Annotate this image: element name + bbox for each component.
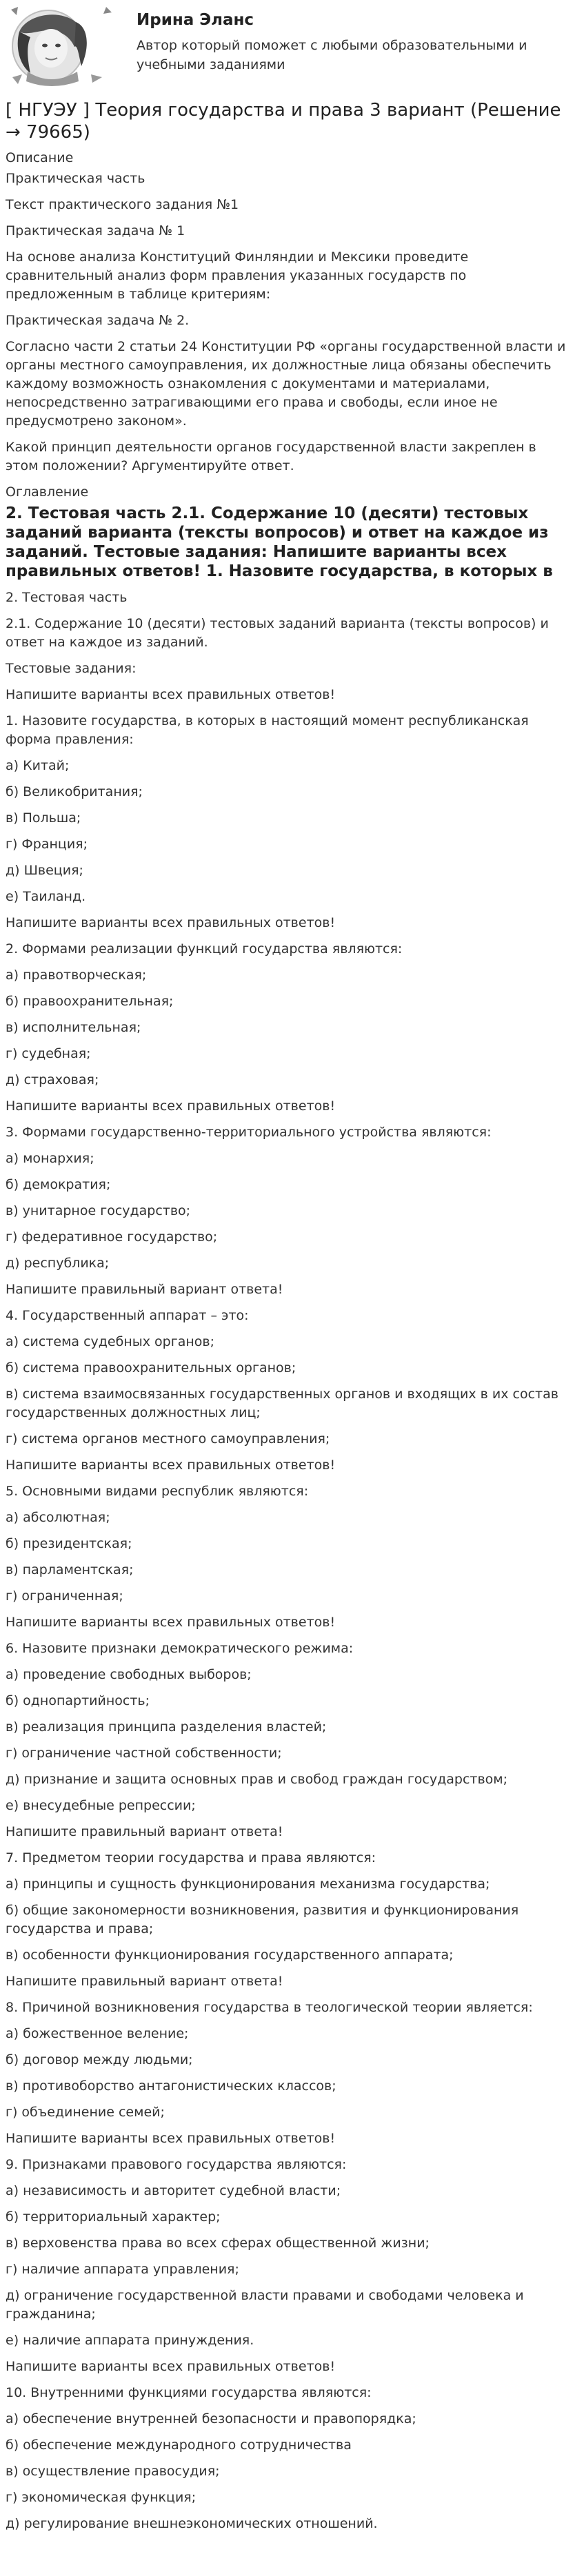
toc-paragraph: 4. Государственный аппарат – это:: [6, 1308, 249, 1323]
toc-paragraph: 2. Формами реализации функций государства являются:: [6, 941, 403, 957]
toc-paragraph: Напишите варианты всех правильных ответов!: [6, 1615, 336, 1630]
toc-paragraph: д) Швеция;: [6, 863, 83, 878]
toc-paragraph: а) принципы и сущность функционирования механизма государства;: [6, 1877, 490, 1892]
toc-paragraph: 10. Внутренними функциями государства являются:: [6, 2385, 372, 2400]
toc-paragraph: Напишите правильный вариант ответа!: [6, 1824, 283, 1839]
toc-paragraph: Напишите варианты всех правильных ответов!: [6, 1098, 336, 1114]
toc-paragraph: а) Китай;: [6, 758, 70, 773]
description-paragraph: На основе анализа Конституций Финляндии и Мексики проведите сравнительный анализ форм правления указанных государств по предложенным в таблице критериям:: [6, 249, 469, 302]
description-paragraph: Практическая задача № 1: [6, 223, 185, 238]
toc-paragraph: а) правотворческая;: [6, 968, 147, 983]
toc-paragraph: б) президентская;: [6, 1536, 132, 1551]
toc-paragraph: а) система судебных органов;: [6, 1334, 215, 1349]
toc-paragraph: д) признание и защита основных прав и свобод граждан государством;: [6, 1772, 508, 1787]
toc-paragraph: Тестовые задания:: [6, 661, 137, 676]
toc-paragraph: г) федеративное государство;: [6, 1229, 218, 1245]
toc-paragraph: 8. Причиной возникновения государства в теологической теории является:: [6, 2000, 533, 2015]
toc-paragraph: а) абсолютная;: [6, 1510, 110, 1525]
toc-paragraph: Напишите правильный вариант ответа!: [6, 1282, 283, 1297]
toc-paragraph: в) противоборство антагонистических классов;: [6, 2078, 336, 2094]
toc-label: Оглавление: [6, 484, 89, 500]
toc-paragraph: е) наличие аппарата принуждения.: [6, 2333, 254, 2348]
description-paragraph: Согласно части 2 статьи 24 Конституции РФ «органы государственной власти и органы местного самоуправления, их должностные лица обязаны обеспечить каждому возможность ознакомления с документами и материалами, непосредственно затрагивающими его права и свободы, если иное не предусмотрено законом».: [6, 339, 566, 429]
toc-paragraph: 3. Формами государственно-территориального устройства являются:: [6, 1125, 492, 1140]
toc-paragraph: г) ограниченная;: [6, 1588, 123, 1604]
description-paragraph: Практическая задача № 2.: [6, 313, 190, 328]
toc-paragraph: в) Польша;: [6, 810, 81, 826]
toc-paragraph: а) обеспечение внутренней безопасности и правопорядка;: [6, 2411, 416, 2426]
toc-paragraph: а) монархия;: [6, 1151, 94, 1166]
description-paragraph: Какой принцип деятельности органов государственной власти закреплен в этом положении? Аргументируйте ответ.: [6, 440, 536, 473]
toc-paragraph: а) независимость и авторитет судебной власти;: [6, 2183, 341, 2198]
toc-paragraph: Напишите варианты всех правильных ответов!: [6, 915, 336, 930]
toc-paragraph: б) система правоохранительных органов;: [6, 1360, 296, 1376]
toc-paragraph: 7. Предметом теории государства и права являются:: [6, 1850, 376, 1865]
toc-heading: 2. Тестовая часть 2.1. Содержание 10 (десяти) тестовых заданий варианта (тексты вопросов) и ответ на каждое из заданий. Тестовые задания: Напишите варианты всех правильных ответов! 1. Назовите государства, в которых в: [6, 504, 553, 580]
toc-paragraph: д) республика;: [6, 1256, 110, 1271]
author-photo-icon[interactable]: [10, 6, 113, 87]
toc-paragraph: 2. Тестовая часть: [6, 590, 128, 605]
toc-paragraph: в) унитарное государство;: [6, 1203, 191, 1218]
page-title: [ НГУЭУ ] Теория государства и права 3 вариант (Решение → 79665): [6, 100, 561, 143]
author-card: [6, 0, 578, 94]
description-section: [6, 170, 578, 476]
toc-paragraph: г) Франция;: [6, 837, 88, 852]
toc-paragraph: в) парламентская;: [6, 1562, 134, 1577]
toc-paragraph: Напишите варианты всех правильных ответов!: [6, 2359, 336, 2374]
toc-paragraph: Напишите варианты всех правильных ответов!: [6, 2131, 336, 2146]
toc-paragraph: в) исполнительная;: [6, 1020, 141, 1035]
toc-paragraph: 6. Назовите признаки демократического режима:: [6, 1641, 354, 1656]
author-name[interactable]: Ирина Эланс: [137, 11, 254, 29]
toc-paragraph: Напишите правильный вариант ответа!: [6, 1974, 283, 1989]
toc-paragraph: д) ограничение государственной власти правами и свободами человека и гражданина;: [6, 2288, 524, 2322]
toc-paragraph: в) система взаимосвязанных государственных органов и входящих в их состав государственных должностных лиц;: [6, 1387, 558, 1420]
toc-paragraph: г) ограничение частной собственности;: [6, 1746, 282, 1761]
toc-paragraph: 1. Назовите государства, в которых в настоящий момент республиканская форма правления:: [6, 713, 529, 747]
toc-paragraph: в) особенности функционирования государственного аппарата;: [6, 1948, 454, 1963]
toc-paragraph: г) наличие аппарата управления;: [6, 2262, 239, 2277]
toc-paragraph: б) однопартийность;: [6, 1693, 150, 1708]
toc-paragraph: в) реализация принципа разделения властей;: [6, 1719, 327, 1735]
toc-paragraph: б) Великобритания;: [6, 784, 143, 799]
toc-paragraph: б) территориальный характер;: [6, 2209, 221, 2225]
toc-paragraph: г) судебная;: [6, 1046, 91, 1061]
description-paragraph: Практическая часть: [6, 171, 145, 186]
toc-paragraph: д) регулирование внешнеэкономических отношений.: [6, 2516, 378, 2531]
toc-paragraph: а) проведение свободных выборов;: [6, 1667, 252, 1682]
toc-paragraph: г) система органов местного самоуправления;: [6, 1431, 330, 1447]
description-label: Описание: [6, 150, 74, 165]
toc-paragraph: в) верховенства права во всех сферах общественной жизни;: [6, 2236, 430, 2251]
toc-paragraph: б) обеспечение международного сотрудничества: [6, 2437, 352, 2453]
description-paragraph: Текст практического задания №1: [6, 197, 239, 212]
author-info: [137, 6, 550, 74]
toc-paragraph: б) договор между людьми;: [6, 2052, 193, 2067]
toc-paragraph: б) общие закономерности возникновения, развития и функционирования государства и права;: [6, 1903, 519, 1936]
toc-paragraph: б) демократия;: [6, 1177, 111, 1192]
toc-paragraph: е) внесудебные репрессии;: [6, 1798, 196, 1813]
toc-paragraph: д) страховая;: [6, 1072, 99, 1087]
toc-paragraph: г) объединение семей;: [6, 2105, 165, 2120]
toc-paragraph: Напишите варианты всех правильных ответов!: [6, 1458, 336, 1473]
toc-paragraph: 9. Признаками правового государства являются:: [6, 2157, 347, 2172]
toc-paragraph: г) экономическая функция;: [6, 2490, 197, 2505]
toc-paragraph: а) божественное веление;: [6, 2026, 189, 2041]
toc-paragraph: 2.1. Содержание 10 (десяти) тестовых заданий варианта (тексты вопросов) и ответ на каждое из заданий.: [6, 616, 549, 650]
toc-paragraph: в) осуществление правосудия;: [6, 2464, 220, 2479]
toc-paragraph: Напишите варианты всех правильных ответов!: [6, 687, 336, 702]
author-description: Автор который поможет с любыми образовательными и учебными заданиями: [137, 38, 527, 72]
toc-paragraph: е) Таиланд.: [6, 889, 86, 904]
toc-paragraph: 5. Основными видами республик являются:: [6, 1484, 309, 1499]
toc-paragraph: б) правоохранительная;: [6, 994, 174, 1009]
toc-section: [6, 589, 578, 2533]
